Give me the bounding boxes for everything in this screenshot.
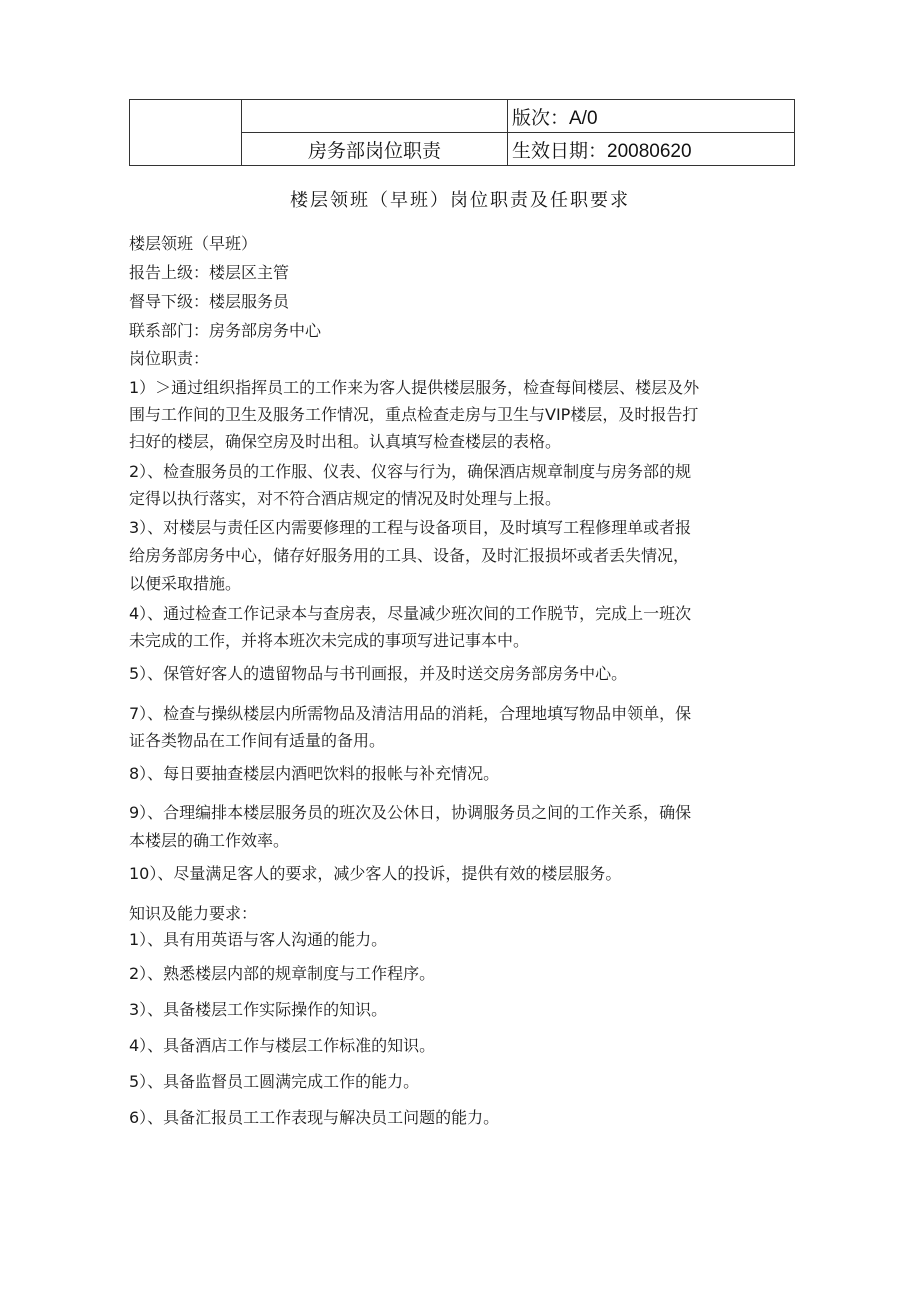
logo-cell bbox=[130, 100, 242, 166]
duty-2-line-1: 2）、检查服务员的工作服、仪表、仪容与行为，确保酒店规章制度与房务部的规 bbox=[129, 462, 692, 481]
duty-2-line-2: 定得以执行落实，对不符合酒店规定的情况及时处理与上报。 bbox=[129, 489, 562, 508]
requirement-3: 3）、具备楼层工作实际操作的知识。 bbox=[129, 1000, 388, 1019]
duty-3-line-3: 以便采取措施。 bbox=[129, 574, 242, 593]
reports-to-line: 报告上级：楼层区主管 bbox=[129, 263, 290, 282]
version-cell: 版次：A/0 bbox=[508, 100, 795, 133]
duty-9-line-1: 9）、合理编排本楼层服务员的班次及公休日，协调服务员之间的工作关系，确保 bbox=[129, 803, 692, 822]
duty-4-line-1: 4）、通过检查工作记录本与查房表，尽量减少班次间的工作脱节，完成上一班次 bbox=[129, 604, 692, 623]
document-header-table bbox=[129, 99, 795, 166]
contact-line: 联系部门：房务部房务中心 bbox=[129, 321, 322, 340]
duties-heading: 岗位职责： bbox=[129, 349, 210, 368]
document-title: 楼层领班（早班）岗位职责及任职要求 bbox=[290, 190, 630, 211]
duty-1-line-2: 围与工作间的卫生及服务工作情况，重点检查走房与卫生与VIP楼层，及时报告打 bbox=[129, 405, 699, 424]
duty-1-line-1: 1）＞通过组织指挥员工的工作来为客人提供楼层服务，检查每间楼层、楼层及外 bbox=[129, 378, 700, 397]
requirements-heading: 知识及能力要求： bbox=[129, 904, 258, 923]
requirement-1: 1）、具有用英语与客人沟通的能力。 bbox=[129, 930, 388, 949]
duty-10-line-1: 10）、尽量满足客人的要求，减少客人的投诉，提供有效的楼层服务。 bbox=[129, 864, 622, 883]
supervises-line: 督导下级：楼层服务员 bbox=[129, 292, 290, 311]
duty-4-line-2: 未完成的工作，并将本班次未完成的事项写进记事本中。 bbox=[129, 631, 530, 650]
dept-title-cell: 房务部岗位职责 bbox=[242, 133, 508, 166]
effective-date-cell: 生效日期：20080620 bbox=[508, 133, 795, 166]
requirement-4: 4）、具备酒店工作与楼层工作标准的知识。 bbox=[129, 1036, 436, 1055]
position-line: 楼层领班（早班） bbox=[129, 234, 258, 253]
duty-3-line-1: 3）、对楼层与责任区内需要修理的工程与设备项目，及时填写工程修理单或者报 bbox=[129, 518, 692, 537]
duty-8-line-1: 8）、每日要抽查楼层内酒吧饮料的报帐与补充情况。 bbox=[129, 764, 500, 783]
requirement-5: 5）、具备监督员工圆满完成工作的能力。 bbox=[129, 1072, 420, 1091]
duty-7-line-2: 证各类物品在工作间有适量的备用。 bbox=[129, 731, 386, 750]
duty-5-line-1: 5）、保管好客人的遗留物品与书刊画报，并及时送交房务部房务中心。 bbox=[129, 664, 628, 683]
requirement-6: 6）、具备汇报员工工作表现与解决员工问题的能力。 bbox=[129, 1108, 500, 1127]
duty-7-line-1: 7）、检查与操纵楼层内所需物品及清洁用品的消耗，合理地填写物品申领单，保 bbox=[129, 704, 692, 723]
header-row-1 bbox=[130, 100, 795, 133]
duty-3-line-2: 给房务部房务中心，储存好服务用的工具、设备，及时汇报损坏或者丢失情况， bbox=[129, 546, 690, 565]
duty-9-line-2: 本楼层的确工作效率。 bbox=[129, 831, 290, 850]
duty-1-line-3: 扫好的楼层，确保空房及时出租。认真填写检查楼层的表格。 bbox=[129, 432, 562, 451]
requirement-2: 2）、熟悉楼层内部的规章制度与工作程序。 bbox=[129, 964, 436, 983]
header-blank-cell bbox=[242, 100, 508, 133]
